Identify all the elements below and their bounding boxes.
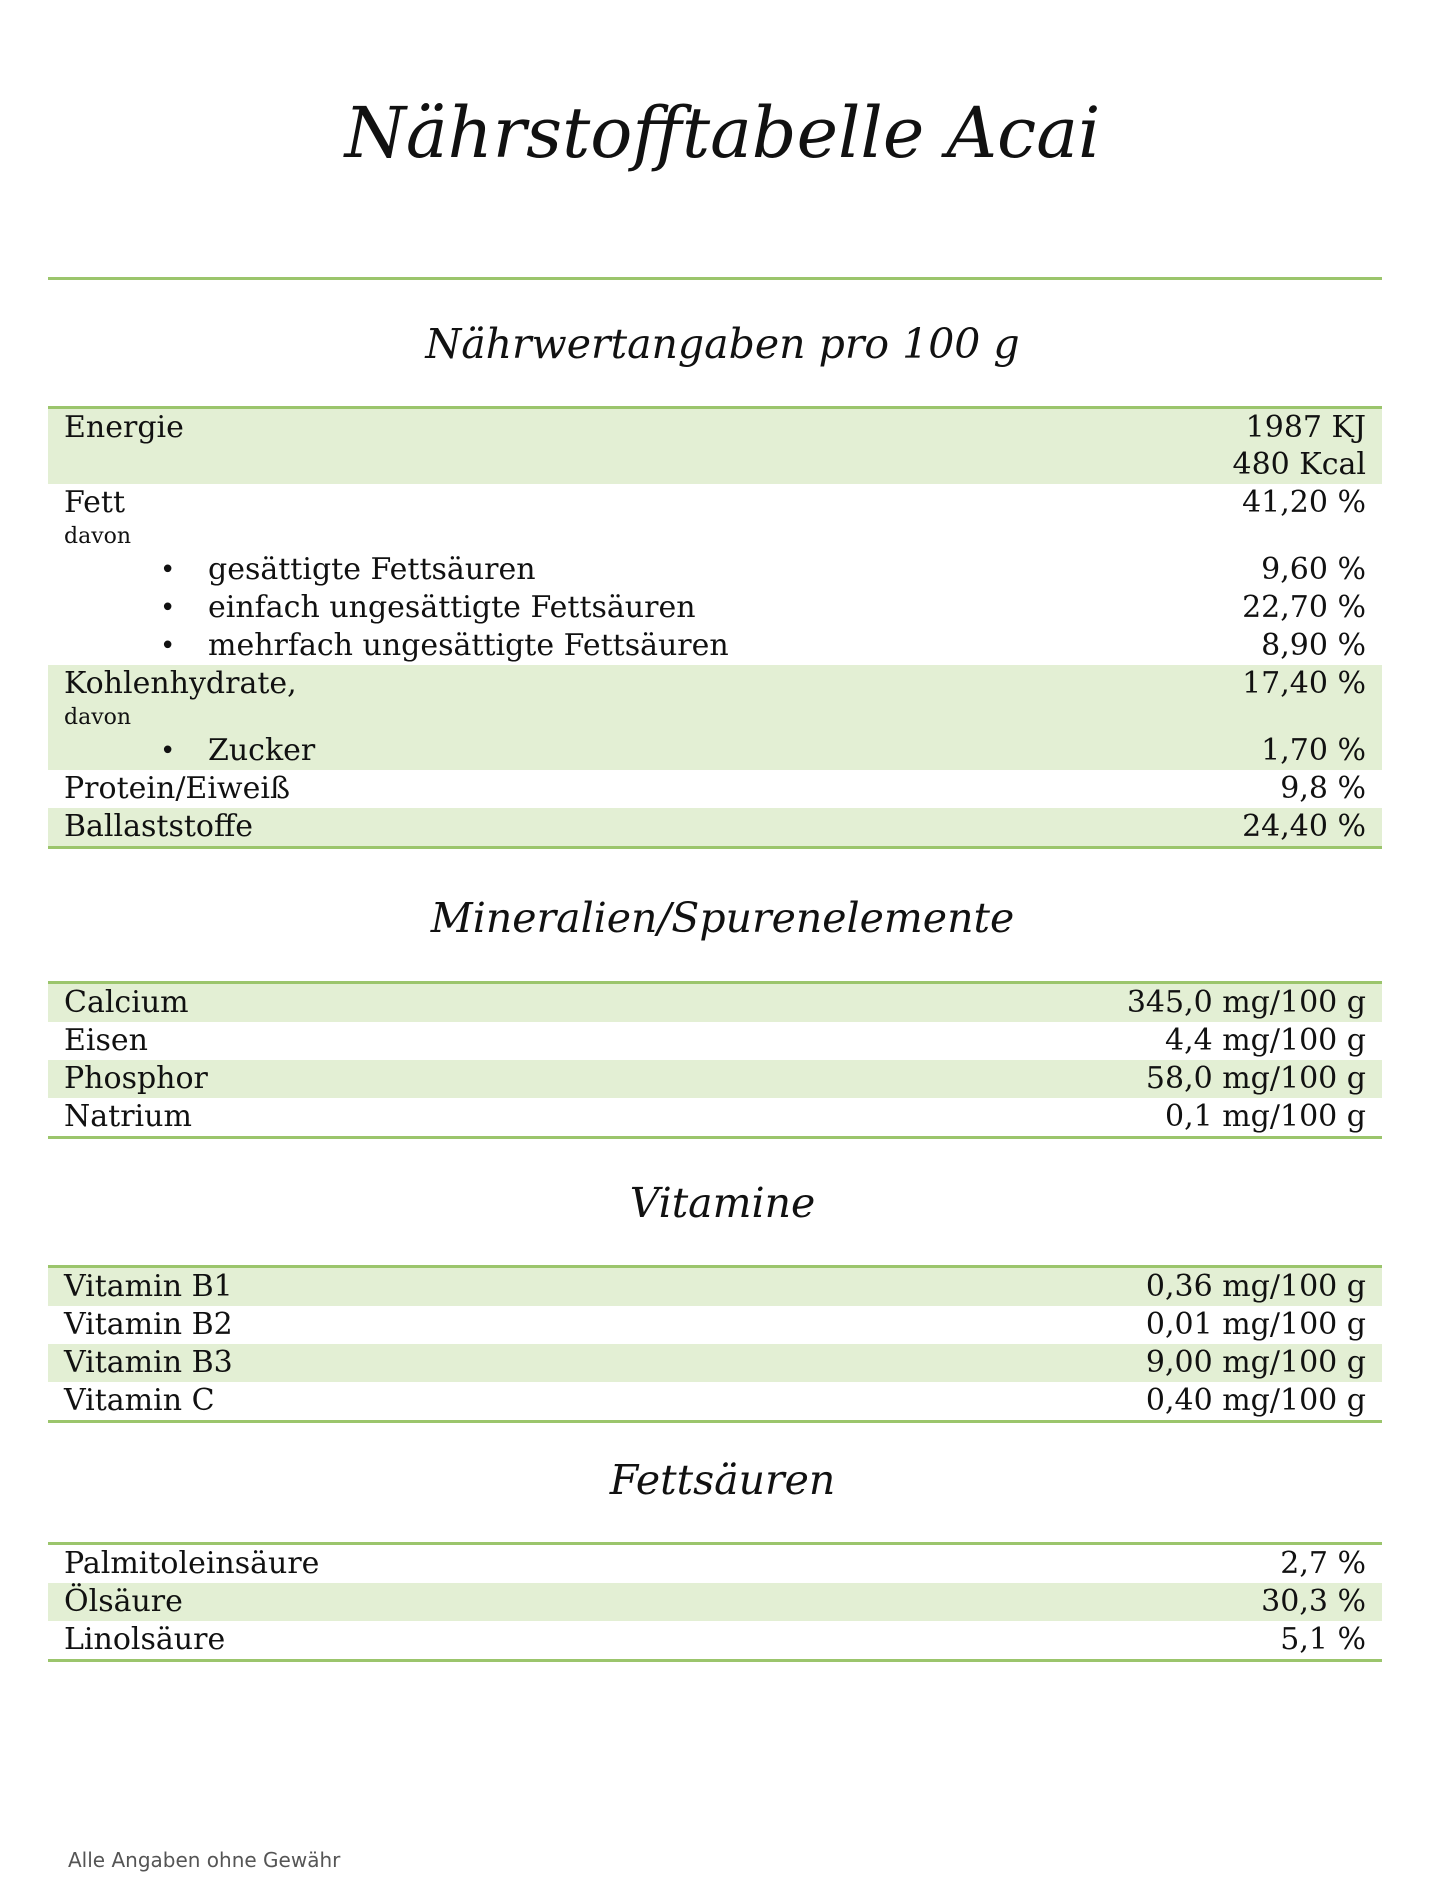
table-row — [48, 1344, 1382, 1382]
table-row — [48, 1583, 1382, 1621]
row-value-kcal: 480 Kcal — [1232, 447, 1366, 482]
footer-disclaimer: Alle Angaben ohne Gewähr — [68, 1848, 341, 1872]
row-label: Calcium — [64, 985, 189, 1020]
row-label: Vitamin B1 — [64, 1269, 233, 1304]
table-row-energie — [48, 409, 1382, 484]
table-row-fett-sub — [48, 589, 1382, 627]
row-value: 9,8 % — [1280, 771, 1366, 806]
row-value: 24,40 % — [1242, 809, 1366, 844]
row-label: Ölsäure — [64, 1584, 183, 1619]
row-value: 0,1 mg/100 g — [1164, 1099, 1366, 1134]
bullet-icon: • — [160, 736, 176, 766]
row-value: 30,3 % — [1261, 1584, 1366, 1619]
row-value: 345,0 mg/100 g — [1126, 985, 1366, 1020]
bullet-icon: • — [160, 555, 176, 585]
section-title-mineralien: Mineralien/Spurenelemente — [430, 894, 1015, 942]
row-label: Palmitoleinsäure — [64, 1546, 320, 1581]
row-label: Linolsäure — [64, 1622, 226, 1657]
kohlenhydrate-group — [48, 665, 1382, 770]
row-label: Phosphor — [64, 1061, 208, 1096]
table-row — [48, 1382, 1382, 1420]
table-row-protein — [48, 770, 1382, 808]
row-label: Vitamin B3 — [64, 1345, 233, 1380]
row-value: 0,36 mg/100 g — [1145, 1269, 1366, 1304]
row-value: 58,0 mg/100 g — [1145, 1061, 1366, 1096]
table-row — [48, 1545, 1382, 1583]
table-row-kohlenhydrate — [48, 665, 1382, 703]
row-label: Fett — [64, 485, 126, 520]
davon-label: davon — [64, 524, 132, 549]
table-row — [48, 1268, 1382, 1306]
row-value: 22,70 % — [1242, 590, 1366, 625]
table-row-kohlenhydrate-davon — [48, 703, 1382, 732]
row-label: Kohlenhydrate, — [64, 666, 297, 701]
row-label: Vitamin C — [64, 1383, 215, 1418]
table-row — [48, 1098, 1382, 1136]
section-title-naehrwert: Nährwertangaben pro 100 g — [425, 320, 1020, 368]
bullet-icon: • — [160, 631, 176, 661]
section-title-vitamine: Vitamine — [629, 1179, 816, 1227]
row-label: Zucker — [208, 733, 316, 768]
bullet-icon: • — [160, 593, 176, 623]
table-row — [48, 1022, 1382, 1060]
row-label: Vitamin B2 — [64, 1307, 233, 1342]
row-label: Protein/Eiweiß — [64, 771, 290, 806]
fettsaeuren-table — [48, 1542, 1382, 1662]
mineralien-table — [48, 981, 1382, 1139]
document-title: Nährstofftabelle Acai — [344, 92, 1101, 174]
section-title-fettsaeuren: Fettsäuren — [609, 1456, 836, 1504]
row-label: mehrfach ungesättigte Fettsäuren — [208, 628, 729, 663]
row-value: 9,60 % — [1261, 552, 1366, 587]
table-row — [48, 1060, 1382, 1098]
row-value: 0,01 mg/100 g — [1145, 1307, 1366, 1342]
row-value: 2,7 % — [1280, 1546, 1366, 1581]
table-row-fett — [48, 484, 1382, 522]
row-value: 17,40 % — [1242, 666, 1366, 701]
table-row — [48, 1306, 1382, 1344]
row-label: Eisen — [64, 1023, 148, 1058]
row-value: 0,40 mg/100 g — [1145, 1383, 1366, 1418]
table-row-fett-sub — [48, 551, 1382, 589]
row-value: 5,1 % — [1280, 1622, 1366, 1657]
row-label: gesättigte Fettsäuren — [208, 552, 536, 587]
vitamine-table — [48, 1265, 1382, 1423]
table-row — [48, 984, 1382, 1022]
table-row-ballaststoffe — [48, 808, 1382, 846]
row-value: 41,20 % — [1242, 485, 1366, 520]
row-label: Ballaststoffe — [64, 809, 254, 844]
row-label: einfach ungesättigte Fettsäuren — [208, 590, 696, 625]
table-row-zucker — [48, 732, 1382, 770]
davon-label: davon — [64, 705, 132, 730]
table-row-fett-davon — [48, 522, 1382, 551]
title-divider — [48, 277, 1382, 280]
table-row-fett-sub — [48, 627, 1382, 665]
row-value: 1,70 % — [1261, 733, 1366, 768]
row-value: 8,90 % — [1261, 628, 1366, 663]
row-value: 9,00 mg/100 g — [1145, 1345, 1366, 1380]
row-value-kj: 1987 KJ — [1245, 410, 1366, 445]
row-label: Energie — [64, 410, 184, 445]
naehrwert-table — [48, 406, 1382, 849]
row-label: Natrium — [64, 1099, 192, 1134]
table-row — [48, 1621, 1382, 1659]
row-value: 4,4 mg/100 g — [1164, 1023, 1366, 1058]
